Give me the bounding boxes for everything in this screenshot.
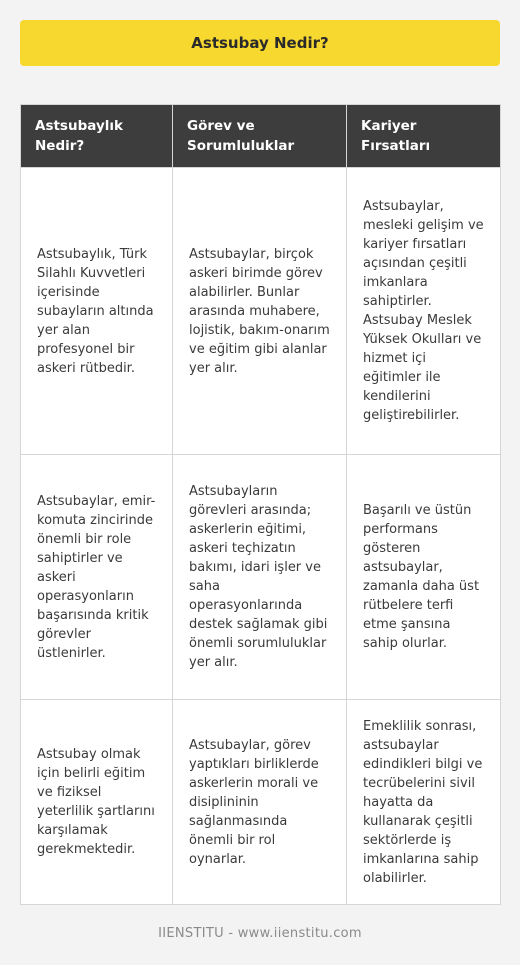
table-cell: Emeklilik sonrası, astsubaylar edindikleri bilgi ve tecrübelerini sivil hayatta da kullanarak çeşitli sektörlerde iş imkanlarına sahip olabilirler. <box>347 700 501 905</box>
header-kariyer-firsatlari: Kariyer Fırsatları <box>347 105 501 168</box>
footer-credit: IIENSTITU - www.iienstitu.com <box>158 926 362 941</box>
header-gorev-ve-sorumluluklar: Görev ve Sorumluluklar <box>173 105 347 168</box>
table-cell: Astsubaylar, birçok askeri birimde görev alabilirler. Bunlar arasında muhabere, lojistik, bakım-onarım ve eğitim gibi alanlar yer alır. <box>173 168 347 455</box>
table-row <box>21 455 501 700</box>
table-cell: Astsubaylar, görev yaptıkları birliklerde askerlerin morali ve disiplininin sağlanmasında önemli bir rol oynarlar. <box>173 700 347 905</box>
table-cell: Astsubaylık, Türk Silahlı Kuvvetleri içerisinde subayların altında yer alan profesyonel bir askeri rütbedir. <box>21 168 173 455</box>
table-cell: Astsubaylar, emir-komuta zincirinde önemli bir role sahiptirler ve askeri operasyonların başarısında kritik görevler üstlenirler. <box>21 455 173 700</box>
table-header-row <box>21 105 501 168</box>
table-row <box>21 700 501 905</box>
title-banner <box>20 20 500 66</box>
table-cell: Başarılı ve üstün performans gösteren astsubaylar, zamanla daha üst rütbelere terfi etme şansına sahip olurlar. <box>347 455 501 700</box>
page-title: Astsubay Nedir? <box>191 34 329 52</box>
info-table <box>20 104 501 905</box>
table-cell: Astsubaylar, mesleki gelişim ve kariyer fırsatları açısından çeşitli imkanlara sahiptirler. Astsubay Meslek Yüksek Okulları ve hizmet içi eğitimler ile kendilerini geliştirebilirler. <box>347 168 501 455</box>
table-cell: Astsubayların görevleri arasında; askerlerin eğitimi, askeri teçhizatın bakımı, idari işler ve saha operasyonlarında destek sağlamak gibi önemli sorumluluklar yer alır. <box>173 455 347 700</box>
table-cell: Astsubay olmak için belirli eğitim ve fiziksel yeterlilik şartlarını karşılamak gerekmektedir. <box>21 700 173 905</box>
table-row <box>21 168 501 455</box>
header-astsubaylik-nedir: Astsubaylık Nedir? <box>21 105 173 168</box>
